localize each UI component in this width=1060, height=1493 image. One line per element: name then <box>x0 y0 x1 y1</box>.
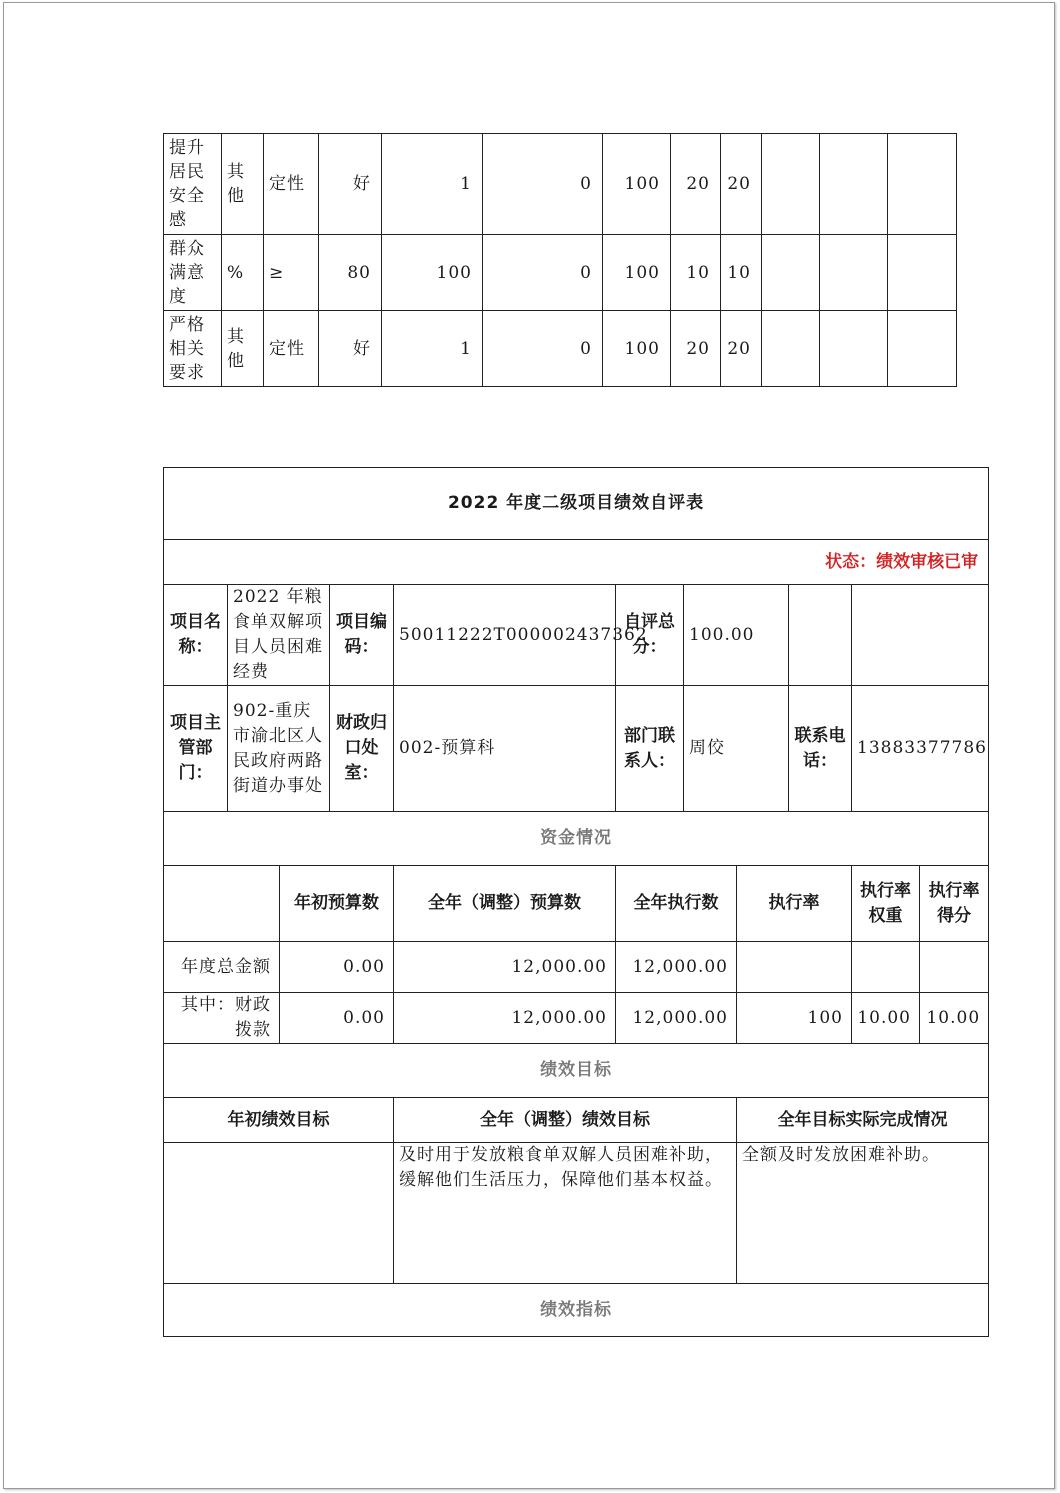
project-name-label: 项目名称： <box>164 585 228 686</box>
empty-cell <box>852 585 989 686</box>
goals-header-actual: 全年目标实际完成情况 <box>737 1098 989 1143</box>
project-code-value: 50011222T000002437362 <box>394 585 616 686</box>
indicator-actual: 100 <box>382 235 483 311</box>
empty-cell <box>888 235 957 311</box>
funds-header-score: 执行率得分 <box>920 866 989 942</box>
funds-executed: 12,000.00 <box>616 993 737 1044</box>
funds-header-weight: 执行率权重 <box>852 866 920 942</box>
indicator-row <box>164 134 957 235</box>
indicator-target: 80 <box>319 235 382 311</box>
empty-header-cell <box>164 866 280 942</box>
indicator-score: 10 <box>721 235 762 311</box>
funds-header-initial: 年初预算数 <box>280 866 394 942</box>
funds-header-rate: 执行率 <box>737 866 852 942</box>
indicator-table-fragment <box>163 133 957 387</box>
goals-row <box>164 1143 989 1284</box>
indicator-rate: 100 <box>603 235 671 311</box>
goals-initial <box>164 1143 394 1284</box>
indicator-type: % <box>222 235 264 311</box>
funds-row-label: 年度总金额 <box>164 942 280 993</box>
goals-actual: 全额及时发放困难补助。 <box>737 1143 989 1284</box>
goals-header-initial: 年初绩效目标 <box>164 1098 394 1143</box>
indicator-name: 严格相关要求 <box>164 311 222 387</box>
funds-row-label: 其中：财政拨款 <box>164 993 280 1044</box>
goals-header-row <box>164 1098 989 1143</box>
funds-header-executed: 全年执行数 <box>616 866 737 942</box>
indicator-score: 20 <box>721 311 762 387</box>
form-title: 2022 年度二级项目绩效自评表 <box>164 468 989 540</box>
indicator-target: 好 <box>319 311 382 387</box>
project-code-label: 项目编码： <box>330 585 394 686</box>
indicator-name: 提升居民安全感 <box>164 134 222 235</box>
empty-cell <box>888 134 957 235</box>
funds-adjusted: 12,000.00 <box>394 993 616 1044</box>
funds-header-adjusted: 全年（调整）预算数 <box>394 866 616 942</box>
goals-adjusted: 及时用于发放粮食单双解人员困难补助，缓解他们生活压力，保障他们基本权益。 <box>394 1143 737 1284</box>
funds-score: 10.00 <box>920 993 989 1044</box>
indicator-weight: 10 <box>671 235 721 311</box>
indicator-target: 好 <box>319 134 382 235</box>
department-label: 项目主管部门： <box>164 686 228 812</box>
indicator-name: 群众满意度 <box>164 235 222 311</box>
indicator-operator: 定性 <box>264 134 319 235</box>
empty-cell <box>762 134 820 235</box>
empty-cell <box>762 311 820 387</box>
indicator-type: 其他 <box>222 311 264 387</box>
self-score-label: 自评总分： <box>616 585 684 686</box>
indicator-rate: 100 <box>603 311 671 387</box>
indicator-actual: 1 <box>382 311 483 387</box>
indicator-rate: 100 <box>603 134 671 235</box>
funds-weight <box>852 942 920 993</box>
phone-value: 13883377786 <box>852 686 989 812</box>
funds-initial: 0.00 <box>280 993 394 1044</box>
goals-header-adjusted: 全年（调整）绩效目标 <box>394 1098 737 1143</box>
indicator-weight: 20 <box>671 311 721 387</box>
funds-row <box>164 993 989 1044</box>
indicator-weight: 20 <box>671 134 721 235</box>
funds-adjusted: 12,000.00 <box>394 942 616 993</box>
self-evaluation-form <box>163 467 989 1337</box>
funds-executed: 12,000.00 <box>616 942 737 993</box>
goals-section-title: 绩效目标 <box>164 1044 989 1098</box>
empty-cell <box>820 235 888 311</box>
indicator-operator: ≥ <box>264 235 319 311</box>
funds-rate: 100 <box>737 993 852 1044</box>
empty-cell <box>820 311 888 387</box>
funds-header-row <box>164 866 989 942</box>
funds-weight: 10.00 <box>852 993 920 1044</box>
project-info-row <box>164 585 989 686</box>
empty-cell <box>789 585 852 686</box>
contact-value: 周佼 <box>684 686 789 812</box>
funds-score <box>920 942 989 993</box>
status-text: 状态：绩效审核已审 <box>164 540 989 585</box>
contact-label: 部门联系人： <box>616 686 684 812</box>
phone-label: 联系电话： <box>789 686 852 812</box>
finance-office-value: 002-预算科 <box>394 686 616 812</box>
indicator-deviation: 0 <box>483 235 603 311</box>
finance-office-label: 财政归口处室： <box>330 686 394 812</box>
indicator-row <box>164 235 957 311</box>
funds-section-title: 资金情况 <box>164 812 989 866</box>
indicator-actual: 1 <box>382 134 483 235</box>
project-name-value: 2022 年粮食单双解项目人员困难经费 <box>228 585 330 686</box>
indicator-operator: 定性 <box>264 311 319 387</box>
indicator-deviation: 0 <box>483 134 603 235</box>
department-info-row <box>164 686 989 812</box>
indicators-section-title: 绩效指标 <box>164 1284 989 1337</box>
funds-rate <box>737 942 852 993</box>
self-score-value: 100.00 <box>684 585 789 686</box>
indicator-row <box>164 311 957 387</box>
empty-cell <box>888 311 957 387</box>
indicator-deviation: 0 <box>483 311 603 387</box>
funds-row <box>164 942 989 993</box>
empty-cell <box>762 235 820 311</box>
indicator-score: 20 <box>721 134 762 235</box>
indicator-type: 其他 <box>222 134 264 235</box>
empty-cell <box>820 134 888 235</box>
funds-initial: 0.00 <box>280 942 394 993</box>
department-value: 902-重庆市渝北区人民政府两路街道办事处 <box>228 686 330 812</box>
